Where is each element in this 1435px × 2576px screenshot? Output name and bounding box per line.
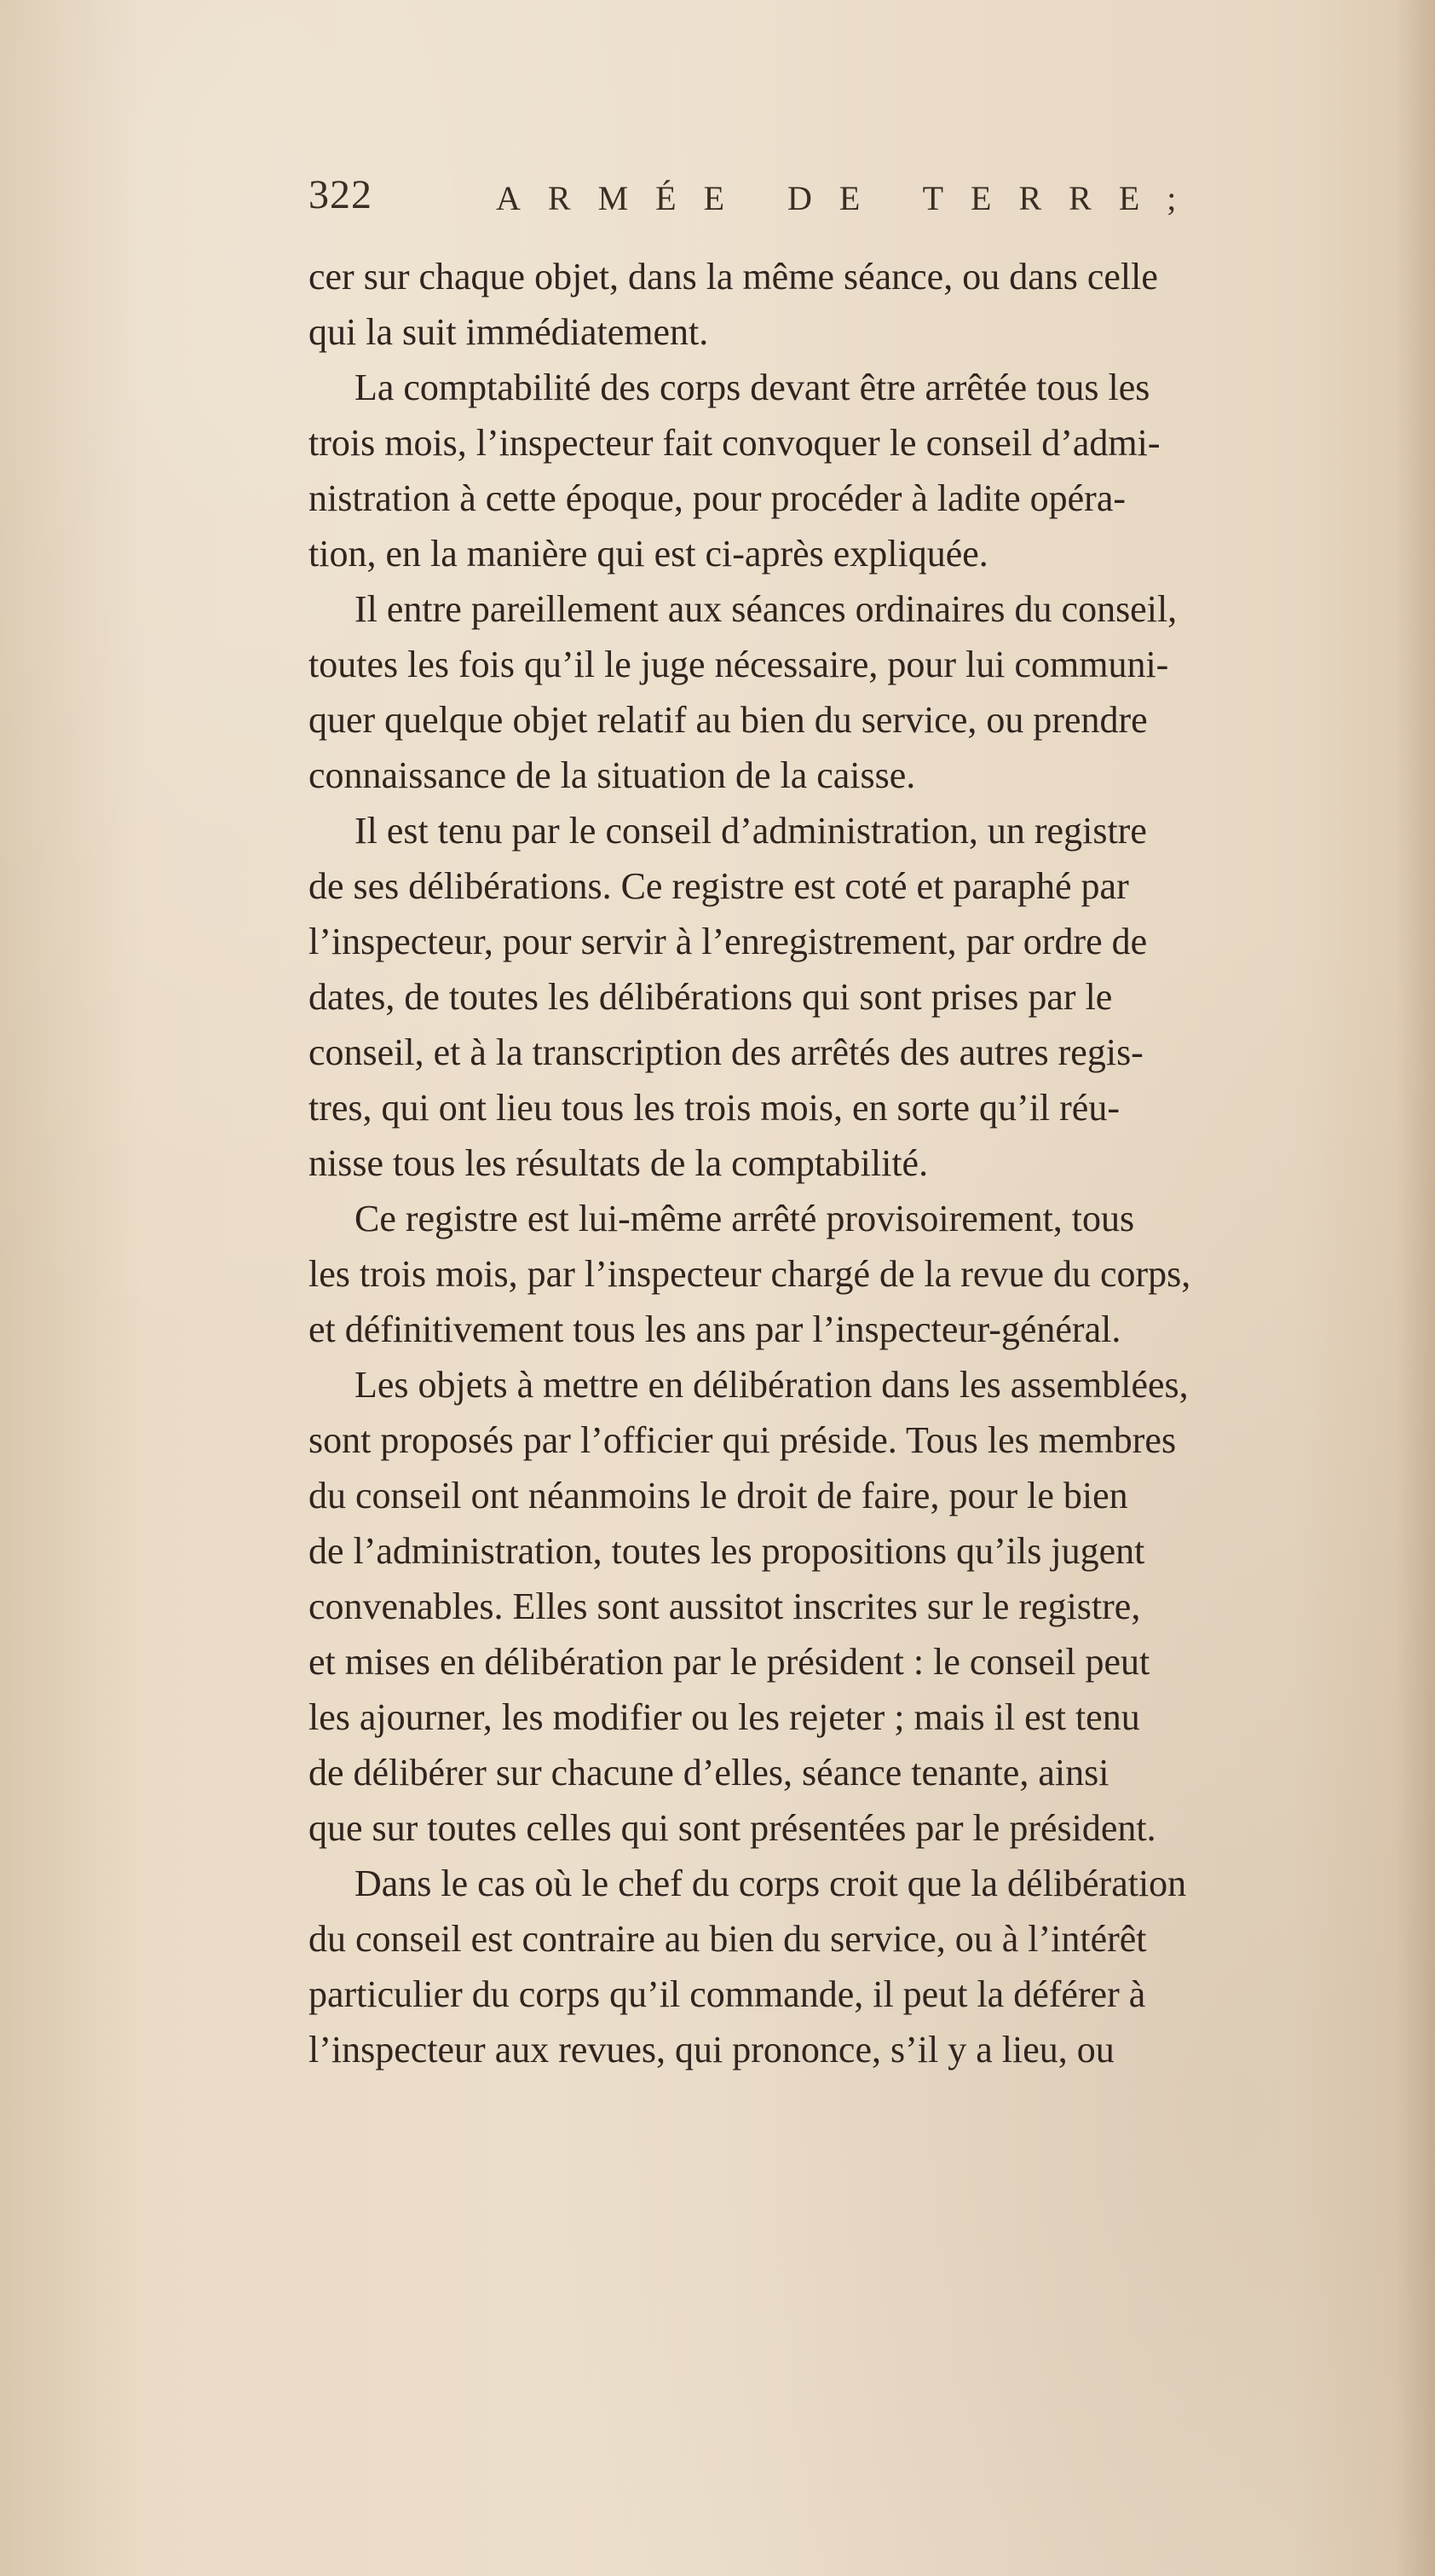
text-line: Il est tenu par le conseil d’administration, un registre	[354, 810, 1147, 852]
page-number: 322	[308, 172, 372, 217]
text-line: Ce registre est lui-même arrêté provisoirement, tous	[354, 1198, 1135, 1239]
text-line: connaissance de la situation de la caisse.	[308, 754, 916, 796]
text-line: qui la suit immédiatement.	[308, 311, 709, 353]
text-line: les ajourner, les modifier ou les rejeter ; mais il est tenu	[308, 1696, 1140, 1738]
text-line: nistration à cette époque, pour procéder à ladite opéra-	[308, 477, 1126, 519]
text-line: du conseil ont néanmoins le droit de faire, pour le bien	[308, 1475, 1128, 1516]
text-line: dates, de toutes les délibérations qui sont prises par le	[308, 976, 1113, 1018]
text-line: sont proposés par l’officier qui préside. Tous les membres	[308, 1419, 1177, 1461]
text-line: cer sur chaque objet, dans la même séance, ou dans celle	[308, 256, 1158, 297]
text-line: Il entre pareillement aux séances ordinaires du conseil,	[354, 588, 1178, 630]
text-line: La comptabilité des corps devant être arrêtée tous les	[354, 367, 1150, 408]
text-line: tion, en la manière qui est ci-après expliquée.	[308, 533, 988, 575]
text-line: et définitivement tous les ans par l’inspecteur-général.	[308, 1308, 1121, 1350]
text-line: quer quelque objet relatif au bien du service, ou prendre	[308, 699, 1148, 741]
text-line: tres, qui ont lieu tous les trois mois, en sorte qu’il réu-	[308, 1087, 1120, 1129]
page-text	[308, 249, 1423, 2077]
text-line: conseil, et à la transcription des arrêtés des autres regis-	[308, 1031, 1144, 1073]
page-header	[308, 169, 1280, 228]
text-line: toutes les fois qu’il le juge nécessaire, pour lui communi-	[308, 644, 1169, 685]
running-head: ARMÉE DE TERRE;	[496, 179, 1204, 217]
text-line: Dans le cas où le chef du corps croit que la délibération	[354, 1863, 1187, 1904]
text-line: particulier du corps qu’il commande, il peut la déférer à	[308, 1973, 1146, 2015]
text-line: l’inspecteur aux revues, qui prononce, s’il y a lieu, ou	[308, 2029, 1115, 2071]
text-line: et mises en délibération par le président : le conseil peut	[308, 1641, 1150, 1683]
text-line: l’inspecteur, pour servir à l’enregistrement, par ordre de	[308, 921, 1148, 962]
text-line: que sur toutes celles qui sont présentées par le président.	[308, 1807, 1156, 1849]
text-line: trois mois, l’inspecteur fait convoquer le conseil d’admi-	[308, 422, 1161, 464]
text-line: de délibérer sur chacune d’elles, séance tenante, ainsi	[308, 1752, 1109, 1793]
text-line: nisse tous les résultats de la comptabilité.	[308, 1142, 929, 1184]
text-line: du conseil est contraire au bien du service, ou à l’intérêt	[308, 1918, 1147, 1960]
text-line: convenables. Elles sont aussitot inscrites sur le registre,	[308, 1585, 1141, 1627]
text-line: les trois mois, par l’inspecteur chargé de la revue du corps,	[308, 1253, 1191, 1295]
text-line: de l’administration, toutes les propositions qu’ils jugent	[308, 1530, 1145, 1572]
text-line: Les objets à mettre en délibération dans les assemblées,	[354, 1364, 1189, 1406]
text-line: de ses délibérations. Ce registre est coté et paraphé par	[308, 865, 1129, 907]
